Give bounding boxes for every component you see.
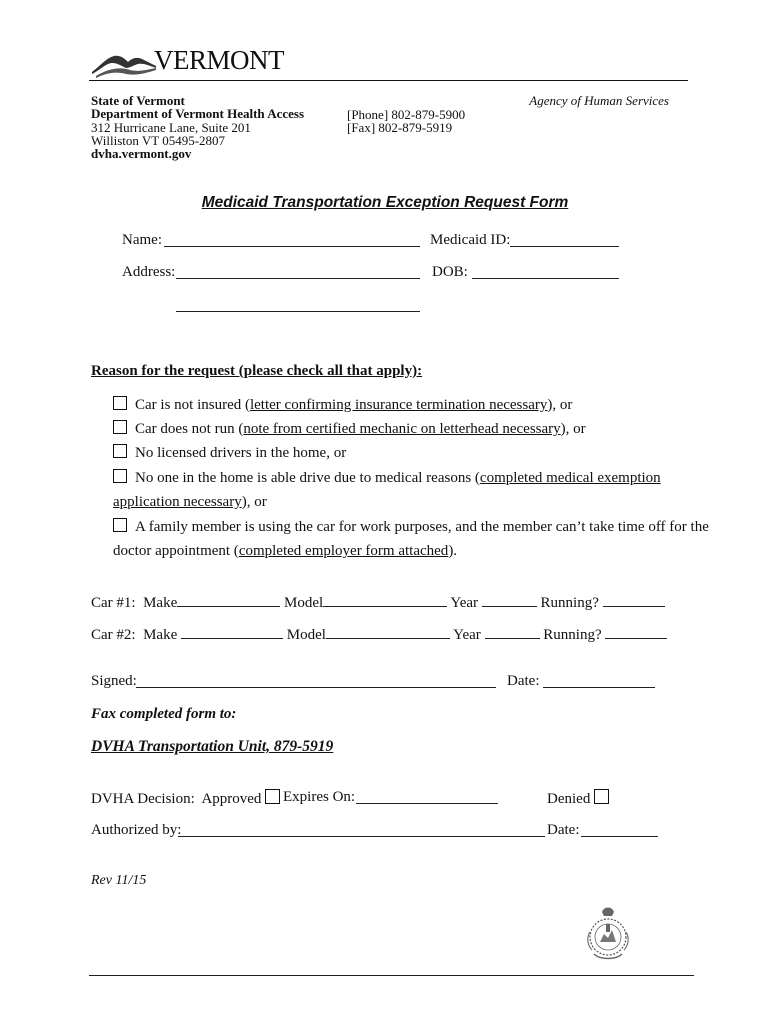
car2-row [91,624,667,644]
checkbox-work-use[interactable] [113,518,127,532]
address-field-line2[interactable] [176,311,420,312]
medical-exemption-link-cont: application necessary [113,494,242,510]
car2-year-field[interactable] [485,624,540,639]
expires-label: Expires On: [283,789,356,805]
medicaid-id-label: Medicaid ID: [430,232,511,248]
reason-medical: No one in the home is able drive due to medical reasons (completed medical exemption [113,469,661,487]
fax-instruction: Fax completed form to: [91,706,237,722]
fax-destination: DVHA Transportation Unit, 879-5919 [91,738,334,755]
car1-year-field[interactable] [482,592,537,607]
reasons-heading: Reason for the request (please check all that apply): [91,363,423,379]
car2-model-label: Model [286,627,326,643]
decision-row [91,789,280,808]
mountain-logo-icon [90,46,158,78]
car2-label: Car #2: [91,627,136,643]
name-label: Name: [122,232,162,248]
car1-model-field[interactable] [323,592,447,607]
expires-field[interactable] [356,803,498,804]
car2-make-label: Make [143,627,178,643]
logo-text: VERMONT [154,45,284,75]
car1-year-label: Year [450,595,479,611]
car2-running-field[interactable] [605,624,667,639]
signature-date-field[interactable] [543,687,655,688]
state-name: State of Vermont [91,93,185,108]
car1-row [91,592,665,612]
authorized-field[interactable] [178,836,545,837]
form-title: Medicaid Transportation Exception Request Form [201,194,569,211]
approved-checkbox[interactable] [265,789,280,804]
reason-car-not-insured: Car is not insured (letter confirming insurance termination necessary), or [113,396,572,414]
reason-work-use: A family member is using the car for work purposes, and the member can’t take time off for the [113,518,709,536]
department-name: Department of Vermont Health Access [91,106,305,121]
car1-running-label: Running? [540,595,599,611]
car1-make-label: Make [143,595,178,611]
car1-running-field[interactable] [603,592,665,607]
car2-model-field[interactable] [326,624,450,639]
authorized-label: Authorized by: [91,822,182,838]
car1-label: Car #1: [91,595,136,611]
denied-label: Denied [547,791,591,807]
medicaid-id-field[interactable] [510,246,619,247]
checkbox-no-drivers[interactable] [113,444,127,458]
car2-running-label: Running? [543,627,602,643]
city-address: Williston VT 05495-2807 [91,133,226,148]
denied-row [547,789,609,808]
insurance-letter-link: letter confirming insurance termination necessary [249,397,548,413]
mechanic-note-link: note from certified mechanic on letterhead necessary [243,421,561,437]
address-label: Address: [122,264,176,280]
checkbox-does-not-run[interactable] [113,420,127,434]
denied-checkbox[interactable] [594,789,609,804]
checkbox-not-insured[interactable] [113,396,127,410]
decision-label: DVHA Decision: [91,791,195,807]
medical-exemption-link: completed medical exemption [479,470,661,486]
approved-label: Approved [201,791,262,807]
dob-field[interactable] [472,278,619,279]
address-field-line1[interactable] [176,278,420,279]
vermont-seal-icon [582,902,634,964]
car2-make-field[interactable] [181,624,283,639]
authorized-date-label: Date: [547,822,580,838]
signed-label: Signed: [91,673,137,689]
checkbox-medical[interactable] [113,469,127,483]
car2-year-label: Year [453,627,481,643]
reason-work-use-continued: doctor appointment (completed employer form attached). [113,543,458,559]
footer-divider [89,975,694,976]
reason-car-does-not-run: Car does not run (note from certified mechanic on letterhead necessary), or [113,420,586,438]
agency-name: Agency of Human Services [529,93,669,108]
authorized-date-field[interactable] [581,836,658,837]
revision: Rev 11/15 [91,873,147,888]
reason-no-licensed-drivers: No licensed drivers in the home, or [113,444,346,462]
car1-model-label: Model [283,595,324,611]
dob-label: DOB: [432,264,468,280]
signature-field[interactable] [136,687,496,688]
car1-make-field[interactable] [177,592,280,607]
street-address: 312 Hurricane Lane, Suite 201 [91,120,251,135]
website: dvha.vermont.gov [91,146,192,161]
phone-number: [Phone] 802-879-5900 [347,107,466,122]
vermont-logo [90,45,284,80]
name-field[interactable] [164,246,420,247]
header-divider [89,80,688,81]
signature-date-label: Date: [507,673,540,689]
fax-number: [Fax] 802-879-5919 [347,120,453,135]
reason-medical-continued: application necessary), or [113,494,267,510]
employer-form-link: completed employer form attached [238,543,449,559]
